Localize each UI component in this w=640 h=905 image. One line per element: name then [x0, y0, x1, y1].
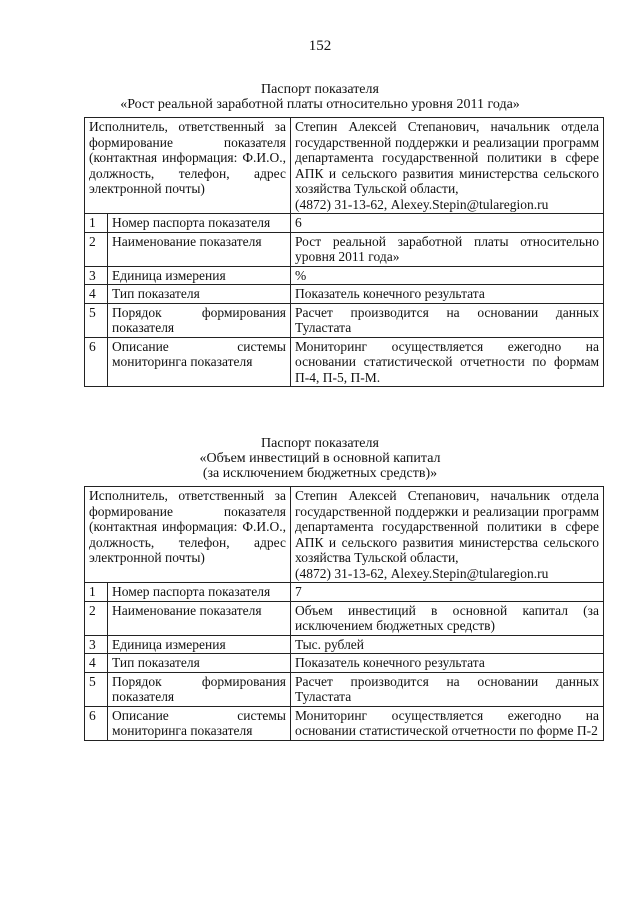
executor-description: Степин Алексей Степанович, начальник отдела государственной поддержки и реализации программ департамента государственной политики в сфере АПК и сельского развития министерства сельского хозяйства Тульской области,: [295, 488, 599, 565]
row-number: 6: [85, 337, 108, 387]
row-number: 3: [85, 635, 108, 654]
table-row: [85, 285, 604, 304]
row-label: Единица измерения: [108, 635, 291, 654]
row-label: Описание системы мониторинга показателя: [108, 706, 291, 740]
row-value: %: [291, 266, 604, 285]
row-number: 4: [85, 285, 108, 304]
passport-2-title: [0, 436, 640, 481]
row-label: Описание системы мониторинга показателя: [108, 337, 291, 387]
row-label: Тип показателя: [108, 654, 291, 673]
passport-2-title-line: Паспорт показателя: [261, 436, 379, 451]
table-row: [85, 266, 604, 285]
row-value: Объем инвестиций в основной капитал (за исключением бюджетных средств): [291, 601, 604, 635]
row-value: 6: [291, 214, 604, 233]
table-row: [85, 601, 604, 635]
row-value: Расчет производится на основании данных Туластата: [291, 672, 604, 706]
row-value: Рост реальной заработной платы относительно уровня 2011 года»: [291, 232, 604, 266]
table-row: [85, 706, 604, 740]
row-number: 4: [85, 654, 108, 673]
executor-contact: (4872) 31-13-62, Alexey.Stepin@tularegion.ru: [295, 565, 549, 581]
row-label: Номер паспорта показателя: [108, 214, 291, 233]
table-row: [85, 232, 604, 266]
row-number: 6: [85, 706, 108, 740]
table-row: [85, 635, 604, 654]
row-label: Наименование показателя: [108, 232, 291, 266]
row-label: Номер паспорта показателя: [108, 583, 291, 602]
passport-1-title-line: «Рост реальной заработной платы относительно уровня 2011 года»: [120, 97, 520, 112]
table-row: [85, 214, 604, 233]
executor-contact: (4872) 31-13-62, Alexey.Stepin@tularegion.ru: [295, 196, 549, 212]
table-row: [85, 303, 604, 337]
row-number: 5: [85, 303, 108, 337]
executor-description: Степин Алексей Степанович, начальник отдела государственной поддержки и реализации программ департамента государственной политики в сфере АПК и сельского развития министерства сельского хозяйства Тульской области,: [295, 119, 599, 196]
row-number: 1: [85, 214, 108, 233]
row-number: 3: [85, 266, 108, 285]
row-value: Тыс. рублей: [291, 635, 604, 654]
passport-2-table: [84, 486, 604, 741]
executor-value: [291, 118, 604, 214]
executor-row: [85, 487, 604, 583]
row-value: Мониторинг осуществляется ежегодно на основании статистической отчетности по форме П-2: [291, 706, 604, 740]
table-row: [85, 583, 604, 602]
executor-label: Исполнитель, ответственный за формирование показателя (контактная информация: Ф.И.О., должность, телефон, адрес электронной почты): [85, 487, 291, 583]
passport-2-title-line: «Объем инвестиций в основной капитал: [199, 451, 441, 466]
table-row: [85, 654, 604, 673]
table-row: [85, 337, 604, 387]
row-value: Показатель конечного результата: [291, 285, 604, 304]
row-label: Тип показателя: [108, 285, 291, 304]
row-label: Порядок формирования показателя: [108, 672, 291, 706]
passport-1-table: [84, 117, 604, 387]
table-row: [85, 672, 604, 706]
executor-row: [85, 118, 604, 214]
row-number: 2: [85, 232, 108, 266]
row-number: 1: [85, 583, 108, 602]
row-value: 7: [291, 583, 604, 602]
row-label: Единица измерения: [108, 266, 291, 285]
row-number: 5: [85, 672, 108, 706]
passport-1-title-line: Паспорт показателя: [261, 82, 379, 97]
row-label: Наименование показателя: [108, 601, 291, 635]
row-value: Расчет производится на основании данных Туластата: [291, 303, 604, 337]
executor-value: [291, 487, 604, 583]
row-label: Порядок формирования показателя: [108, 303, 291, 337]
executor-label: Исполнитель, ответственный за формирование показателя (контактная информация: Ф.И.О., должность, телефон, адрес электронной почты): [85, 118, 291, 214]
row-number: 2: [85, 601, 108, 635]
passport-2-title-line: (за исключением бюджетных средств)»: [202, 466, 438, 481]
row-value: Показатель конечного результата: [291, 654, 604, 673]
row-value: Мониторинг осуществляется ежегодно на основании статистической отчетности по формам П-4, П-5, П-М.: [291, 337, 604, 387]
passport-1-title: [0, 82, 640, 112]
page-number: 152: [308, 38, 332, 54]
